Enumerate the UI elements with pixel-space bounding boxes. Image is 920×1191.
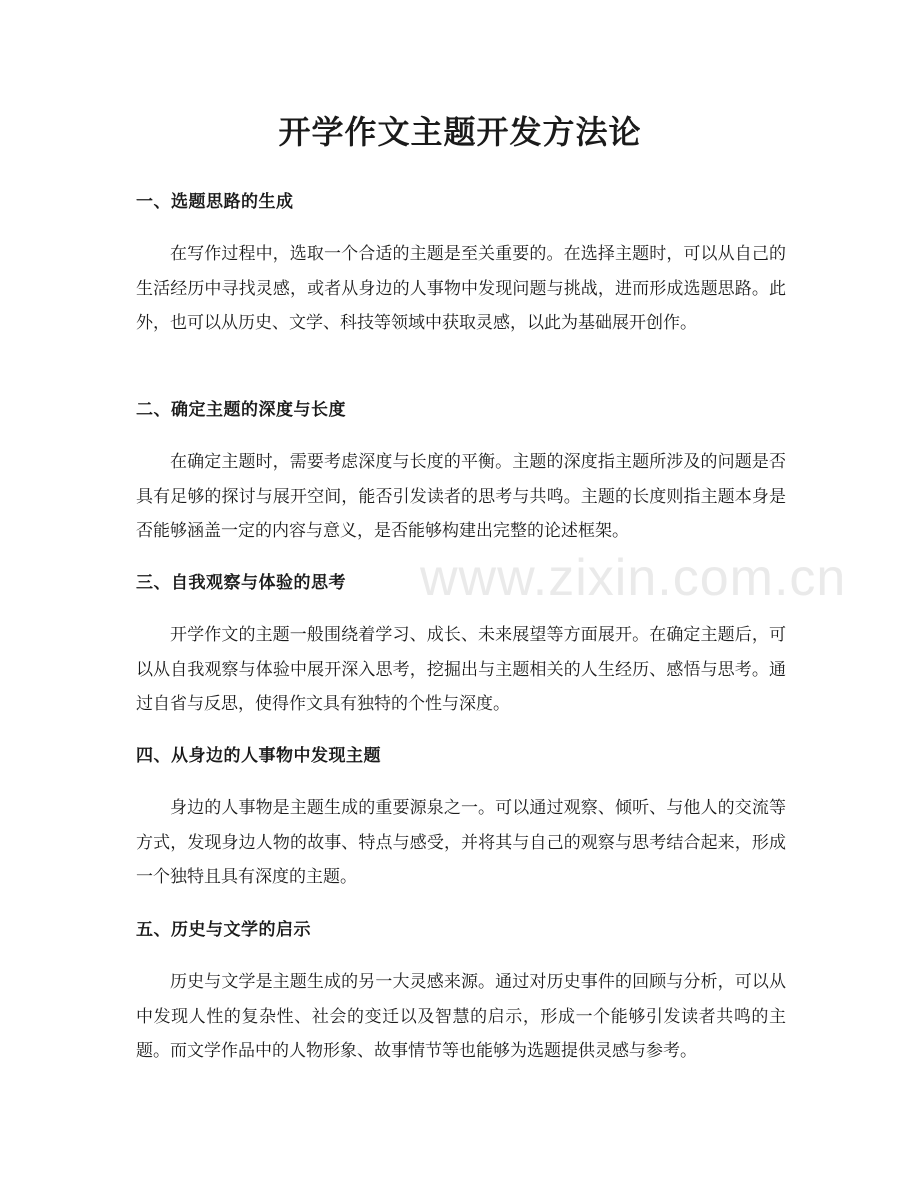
section-2 — [136, 397, 786, 549]
section-paragraph: 开学作文的主题一般围绕着学习、成长、未来展望等方面展开。在确定主题后，可以从自我观察与体验中展开深入思考，挖掘出与主题相关的人生经历、感悟与思考。通过自省与反思，使得作文具有独特的个性与深度。 — [136, 625, 786, 714]
section-paragraph: 身边的人事物是主题生成的重要源泉之一。可以通过观察、倾听、与他人的交流等方式，发现身边人物的故事、特点与感受，并将其与自己的观察与思考结合起来，形成一个独特且具有深度的主题。 — [136, 798, 786, 887]
section-paragraph: 历史与文学是主题生成的另一大灵感来源。通过对历史事件的回顾与分析，可以从中发现人性的复杂性、社会的变迁以及智慧的启示，形成一个能够引发读者共鸣的主题。而文学作品中的人物形象、故事情节等也能够为选题提供灵感与参考。 — [136, 972, 786, 1061]
section-paragraph: 在写作过程中，选取一个合适的主题是至关重要的。在选择主题时，可以从自己的生活经历中寻找灵感，或者从身边的人事物中发现问题与挑战，进而形成选题思路。此外，也可以从历史、文学、科技等领域中获取灵感，以此为基础展开创作。 — [136, 244, 786, 333]
section-5 — [136, 917, 786, 1069]
section-heading: 五、历史与文学的启示 — [136, 920, 311, 940]
section-3 — [136, 570, 786, 722]
document-title: 开学作文主题开发方法论 — [278, 113, 642, 151]
section-paragraph: 在确定主题时，需要考虑深度与长度的平衡。主题的深度指主题所涉及的问题是否具有足够的探讨与展开空间，能否引发读者的思考与共鸣。主题的长度则指主题本身是否能够涵盖一定的内容与意义，是否能够构建出完整的论述框架。 — [136, 452, 786, 541]
watermark-text: www.zixin.com.cn — [420, 549, 847, 607]
section-heading: 三、自我观察与体验的思考 — [136, 573, 346, 593]
section-1 — [136, 189, 786, 341]
section-heading: 一、选题思路的生成 — [136, 192, 294, 212]
section-heading: 二、确定主题的深度与长度 — [136, 400, 346, 420]
section-heading: 四、从身边的人事物中发现主题 — [136, 746, 381, 766]
section-4 — [136, 743, 786, 895]
